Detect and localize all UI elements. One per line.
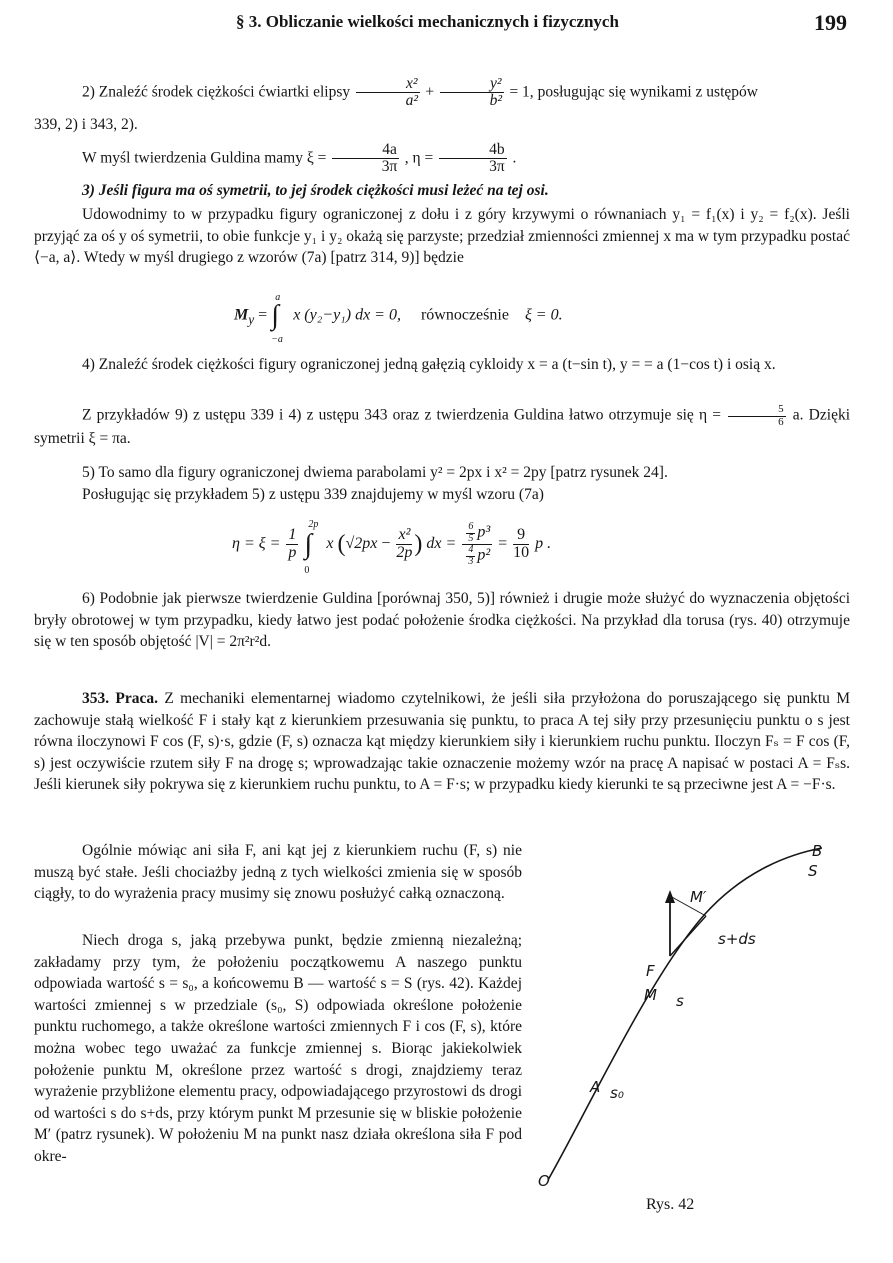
section-title: § 3. Obliczanie wielkości mechanicznych i fizycznych [236,12,619,31]
label-F: F [646,962,655,980]
text: W myśl twierdzenia Guldina mamy ξ = [82,149,327,167]
item-4-para2 [34,404,850,450]
section-353-para1 [34,688,850,796]
item-5-para: 5) To samo dla figury ograniczonej dwiema parabolami y² = 2px i x² = 2py [patrz rysunek 24]. [82,464,668,481]
guldin-result [34,142,850,176]
minus: − [381,535,391,553]
text: ξ = 0. [524,306,563,324]
path-curve [548,848,822,1180]
fraction: $\frac{9}{10}$ [513,526,530,561]
plus: + [425,83,435,101]
integrand: x [326,535,334,553]
text: . [512,149,517,167]
equals: = [498,535,508,553]
item-2-line2: 339, 2) i 343, 2). [34,116,138,133]
text: równocześnie [420,306,509,324]
section-353-para3: Niech droga s, jaką przebywa punkt, będzie zmienną niezależną; zakładamy przy tym, że położeniu początkowemu A naszego punktu odpowiada wartość s = s₀, a końcowemu B — wartość s = S (rys. 42). Każdej wartości zmiennej s w przedziale (s₀, S) odpowiada określone położenie punktu ruchomego, a także określone wartości zmiennych F i cos (F, s), które można wobec tego uważać za funkcje zmiennej s. Biorąc jakiekolwiek położenie punktu M, określone przez wartość s drogi, znajdziemy teraz wyrażenie przybliżone elementu pracy, odpowiadającego przyrostowi ds drogi od wartości s do s+ds, przy którym punkt M przesunie się w bliskie położenie M′ (patrz rysunek). W położeniu M na punkt nasz działa określona siła F pod okre- [34,932,522,1165]
sqrt: √2px [345,535,378,553]
text: dx = [426,535,457,553]
running-header [0,12,893,42]
subscript: y [248,311,255,327]
fraction: $\frac{\text{y²}}{\text{b²}}$ [440,76,504,110]
label-S: S [808,862,818,880]
figure-caption: Rys. 42 [646,1196,695,1213]
page-number: 199 [814,10,847,35]
label-M: M [644,986,657,1004]
section-353-para2: Ogólnie mówiąc ani siła F, ani kąt jej z kierunkiem ruchu (F, s) nie muszą być stałe. Jeśli chociażby jedną z tych wielkości zmienia się w sposób ciągły, to do wyrażenia pracy musimy się znowu posłużyć całką oznaczoną. [34,842,522,903]
lower-limit: 0 [304,564,310,576]
symbol: M [234,306,249,324]
lower-limit: −a [271,334,283,345]
text: a. Dzięki symetrii ξ = πa. [34,406,851,448]
equals: = 1, [509,83,534,101]
fraction: $\frac{\text{x²}}{\text{a²}}$ [356,76,420,110]
section-number: 353. [82,690,110,707]
figure-42 [530,836,850,1216]
upper-limit: a [275,292,281,303]
text: Z mechaniki elementarnej wiadomo czytelnikowi, że jeśli siła przyłożona do poruszającego się punktu M zachowuje stałą wielkość F i stały kąt z kierunkiem przesuwania się punktu, to praca A tej siły przy przesunięciu punktu o s jest równa iloczynowi F cos (F, s)·s, gdzie (F, s) oznacza kąt między kierunkiem siły i kierunkiem ruchu punktu. Iloczyn Fₛ = F cos (F, s) jest oczywiście rzutem siły F na drogę s; wprowadzając takie oznaczenie możemy wzór na pracę A napisać w postaci A = Fₛs. Jeśli kierunek siły pokrywa się z kierunkiem ruchu punktu, to A = F·s; w przypadku kiedy kierunki te są przeciwne jest A = −F·s. [34,690,851,794]
item-3-para: Udowodnimy to w przypadku figury ograniczonej z dołu i z góry krzywymi o równaniach y₁ = f₁(x) i y₂ = f₂(x). Jeśli przyjąć za oś y oś symetrii, to obie funkcje y₁ i y₂ okażą się parzyste; przedział zmienności zmiennej x ma w tym przypadku postać ⟨−a, a⟩. Wtedy w myśl drugiego z wzorów (7a) [patrz 314, 9)] będzie [34,206,850,267]
text: posługując się wynikami z ustępów [537,83,758,101]
lhs: η = ξ = [232,535,281,553]
item-3-statement: 3) Jeśli figura ma oś symetrii, to jej środek ciężkości musi leżeć na tej osi. [82,182,549,199]
label-M-prime: M′ [690,888,707,906]
integral: ∫ a −a [271,292,283,345]
formula-my [234,292,563,345]
label-s-plus-ds: s+ds [718,930,756,948]
integrand: x (y₂−y₁) dx = 0, [293,306,401,324]
fraction: $\frac{4b}{3\pi}$ [439,142,507,176]
integral: ∫ 2p 0 [304,518,319,576]
upper-limit: 2p [308,518,319,530]
item-4-para: 4) Znaleźć środek ciężkości figury ograniczonej jedną gałęzią cykloidy x = a (t−sin t), y = = a (1−cos t) i osią x. [82,356,776,373]
text: , η = [404,149,434,167]
fraction: $\frac{4a}{3\pi}$ [332,142,399,176]
fraction: $\frac{\text{x²}}{2p}$ [396,526,413,561]
item-5-para2: Posługując się przykładem 5) z ustępu 339 znajdujemy w myśl wzoru (7a) [82,486,544,503]
section-heading: Praca. [115,690,159,707]
fraction: $\frac{6}{5}$ p³ $\frac{4}{3}$ p² [462,522,492,567]
fraction: $\frac{5}{6}$ [728,404,786,428]
formula-eta: η = ξ = $\frac{1}{p}$ ∫ 2p 0 x (√2px − $\frac{\text{x²}}{2p}$ ) dx = $\frac{6}{5}$ p³ $\frac{4}{3}$ p² = $\frac{9}{10}$ p . [232,518,552,576]
item-6-para: 6) Podobnie jak pierwsze twierdzenie Guldina [porównaj 350, 5)] również i drugie może służyć do wyznaczenia objętości bryły obrotowej w tym przypadku, kiedy łatwo jest podać położenie środka ciężkości. Na przykład dla torusa (rys. 40) otrzymuje się w ten sposób objętość |V| = 2π²r²d. [34,590,850,651]
label-s: s [676,992,684,1010]
displacement-segment [670,916,706,956]
label-A: A [590,1078,601,1096]
label-B: B [812,842,823,860]
text: 2) Znaleźć środek ciężkości ćwiartki elipsy [82,83,351,101]
text: Z przykładów 9) z ustępu 339 i 4) z ustępu 343 oraz z twierdzenia Guldina łatwo otrzymuje się η = [82,406,721,424]
text: p . [535,535,552,553]
equals: = [258,306,268,324]
fraction: $\frac{1}{p}$ [288,526,297,561]
label-O: O [538,1172,550,1190]
label-s0: s₀ [610,1084,624,1102]
item-2-line1 [34,76,850,110]
